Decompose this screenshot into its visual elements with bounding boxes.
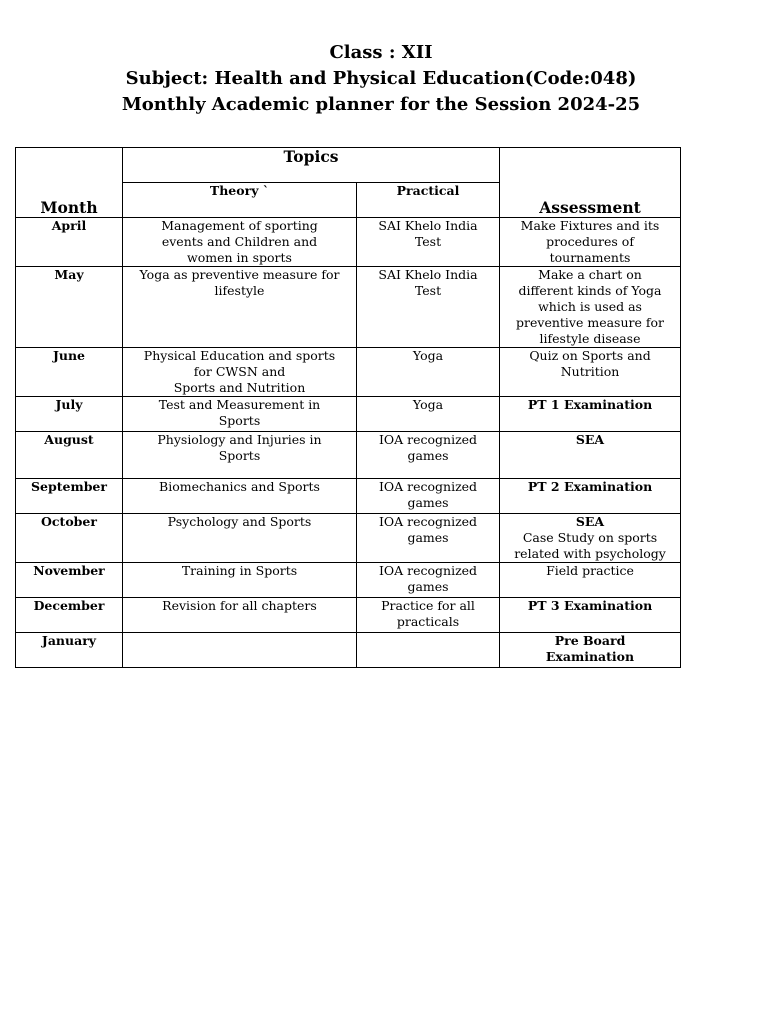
table-row [16, 218, 681, 267]
assessment-cell [500, 397, 681, 432]
assessment-text: which is used as [538, 299, 642, 314]
assessment-text: SEA [575, 432, 605, 447]
table-header-row [16, 148, 681, 183]
practical-text: SAI Khelo India [378, 218, 478, 233]
assessment-cell [500, 514, 681, 563]
practical-cell [357, 218, 500, 267]
assessment-text: preventive measure for [516, 315, 664, 330]
theory-cell [123, 348, 357, 397]
practical-text: IOA recognized [378, 514, 478, 529]
practical-text: IOA recognized [378, 479, 478, 494]
table-row [16, 397, 681, 432]
document-title [0, 40, 762, 118]
assessment-text: Examination [545, 649, 635, 664]
theory-cell [123, 598, 357, 633]
theory-text: Management of sporting [161, 218, 318, 233]
practical-cell [357, 633, 500, 668]
theory-text: Physiology and Injuries in [157, 432, 322, 447]
practical-text: IOA recognized [378, 432, 478, 447]
assessment-text: procedures of [546, 234, 634, 249]
theory-cell [123, 432, 357, 479]
assessment-cell [500, 432, 681, 479]
assessment-text: different kinds of Yoga [518, 283, 662, 298]
assessment-text: Case Study on sports [522, 530, 658, 545]
assessment-text: tournaments [549, 250, 631, 265]
practical-text: SAI Khelo India [378, 267, 478, 282]
theory-cell [123, 267, 357, 348]
theory-text: Test and Measurement in [158, 397, 321, 412]
assessment-text: Pre Board [554, 633, 626, 648]
theory-text: Yoga as preventive measure for [139, 267, 340, 282]
assessment-text: Make a chart on [538, 267, 642, 282]
practical-text: Practice for all [381, 598, 475, 613]
assessment-cell [500, 218, 681, 267]
assessment-text: SEA [575, 514, 605, 529]
theory-text: Training in Sports [181, 563, 298, 578]
theory-cell [123, 479, 357, 514]
assessment-cell [500, 479, 681, 514]
subject-heading: Subject: Health and Physical Education(Code:048) [125, 68, 637, 89]
assessment-text: PT 2 Examination [527, 479, 653, 494]
theory-cell [123, 397, 357, 432]
theory-text: events and Children and [161, 234, 318, 249]
theory-text: Revision for all chapters [162, 598, 317, 613]
practical-cell [357, 598, 500, 633]
practical-text: games [407, 495, 449, 510]
theory-cell [123, 563, 357, 598]
assessment-cell [500, 563, 681, 598]
practical-header: Practical [357, 183, 500, 218]
practical-text: Yoga [412, 348, 444, 363]
month-cell: April [16, 218, 123, 267]
assessment-cell [500, 348, 681, 397]
month-cell: January [16, 633, 123, 668]
assessment-text: PT 3 Examination [527, 598, 653, 613]
practical-text: Test [414, 234, 442, 249]
practical-cell [357, 348, 500, 397]
table-row [16, 479, 681, 514]
practical-cell [357, 432, 500, 479]
theory-cell [123, 218, 357, 267]
assessment-text: Field practice [546, 563, 634, 578]
assessment-text: Nutrition [560, 364, 620, 379]
month-cell: August [16, 432, 123, 479]
table-row [16, 598, 681, 633]
month-cell: May [16, 267, 123, 348]
practical-text: Yoga [412, 397, 444, 412]
planner-heading: Monthly Academic planner for the Session 2024-25 [121, 94, 641, 115]
theory-text: Psychology and Sports [167, 514, 312, 529]
table-row [16, 432, 681, 479]
assessment-text: related with psychology [514, 546, 666, 561]
theory-text: Biomechanics and Sports [159, 479, 320, 494]
assessment-text: Quiz on Sports and [529, 348, 651, 363]
planner-table [15, 147, 681, 668]
table-row [16, 514, 681, 563]
practical-text: Test [414, 283, 442, 298]
practical-text: practicals [396, 614, 460, 629]
table-row [16, 633, 681, 668]
assessment-text: Make Fixtures and its [520, 218, 660, 233]
assessment-header: Assessment [500, 148, 681, 218]
theory-header: Theory ` [123, 183, 357, 218]
practical-cell [357, 563, 500, 598]
table-row [16, 348, 681, 397]
table-row [16, 563, 681, 598]
month-header: Month [16, 148, 123, 218]
theory-text: Sports [218, 448, 261, 463]
practical-cell [357, 397, 500, 432]
class-heading: Class : XII [329, 42, 433, 63]
assessment-cell [500, 598, 681, 633]
month-cell: October [16, 514, 123, 563]
practical-cell [357, 514, 500, 563]
table-row [16, 267, 681, 348]
theory-text: Sports [218, 413, 261, 428]
practical-text: IOA recognized [378, 563, 478, 578]
practical-text: games [407, 530, 449, 545]
practical-cell [357, 479, 500, 514]
practical-text: games [407, 579, 449, 594]
month-cell: June [16, 348, 123, 397]
month-cell: December [16, 598, 123, 633]
assessment-cell [500, 633, 681, 668]
theory-text: lifestyle [214, 283, 265, 298]
theory-text: women in sports [187, 250, 292, 265]
month-cell: July [16, 397, 123, 432]
theory-cell [123, 633, 357, 668]
theory-text: for CWSN and [193, 364, 286, 379]
assessment-text: lifestyle disease [539, 331, 641, 346]
topics-header: Topics [123, 148, 500, 183]
theory-cell [123, 514, 357, 563]
month-cell: November [16, 563, 123, 598]
theory-text: Sports and Nutrition [173, 380, 306, 395]
assessment-cell [500, 267, 681, 348]
assessment-text: PT 1 Examination [527, 397, 653, 412]
practical-cell [357, 267, 500, 348]
month-cell: September [16, 479, 123, 514]
theory-text: Physical Education and sports [143, 348, 336, 363]
practical-text: games [407, 448, 449, 463]
